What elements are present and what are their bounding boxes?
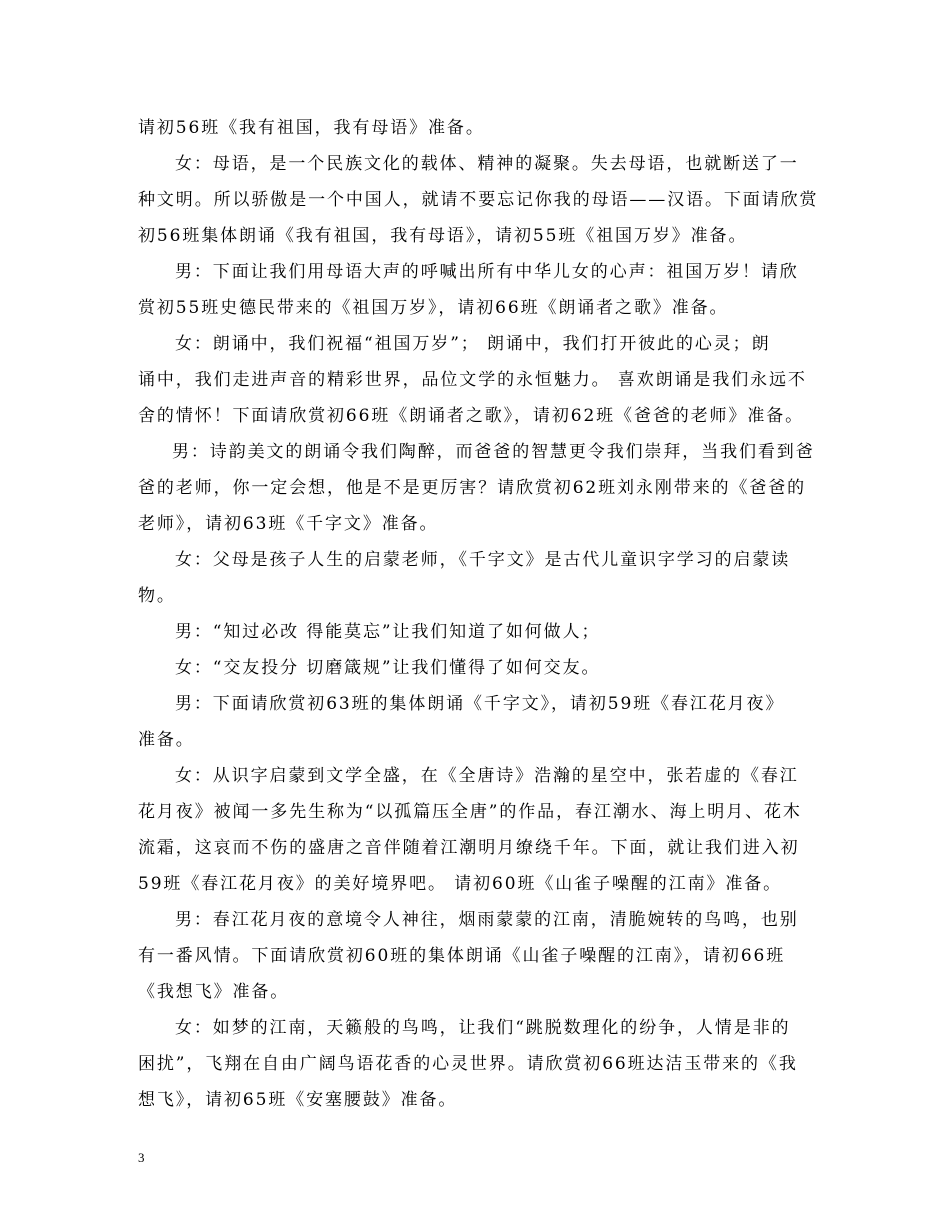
text-line: 请初56班《我有祖国，我有母语》准备。 [138, 118, 485, 138]
text-line: 女：父母是孩子人生的启蒙老师，《千字文》是古代儿童识字学习的启蒙读 [175, 550, 791, 570]
text-line: 女：“交友投分 切磨箴规”让我们懂得了如何交友。 [175, 658, 601, 678]
text-line: 男：春江花月夜的意境令人神往，烟雨蒙蒙的江南，清脆婉转的鸟鸣，也别 [175, 910, 799, 930]
text-line: 老师》，请初63班《千字文》准备。 [138, 514, 439, 534]
text-line: 初56班集体朗诵《我有祖国，我有母语》，请初55班《祖国万岁》准备。 [138, 226, 748, 246]
text-line: 男：诗韵美文的朗诵令我们陶醉，而爸爸的智慧更令我们崇拜，当我们看到爸 [172, 442, 815, 462]
text-line: 诵中，我们走进声音的精彩世界，品位文学的永恒魅力。 喜欢朗诵是我们永远不 [138, 370, 807, 390]
text-line: 舍的情怀！下面请欣赏初66班《朗诵者之歌》，请初62班《爸爸的老师》准备。 [138, 406, 805, 426]
text-line: 种文明。所以骄傲是一个中国人，就请不要忘记你我的母语——汉语。下面请欣赏 [138, 190, 819, 210]
text-line: 女：如梦的江南，天籁般的鸟鸣，让我们“跳脱数理化的纷争，人情是非的 [175, 1018, 791, 1038]
text-line: 困扰”，飞翔在自由广阔鸟语花香的心灵世界。请欣赏初66班达洁玉带来的《我 [138, 1054, 798, 1074]
text-line: 物。 [138, 586, 176, 606]
text-line: 赏初55班史德民带来的《祖国万岁》，请初66班《朗诵者之歌》准备。 [138, 298, 729, 318]
text-line: 花月夜》被闻一多先生称为“以孤篇压全唐”的作品，春江潮水、海上明月、花木 [138, 802, 802, 822]
text-line: 想飞》，请初65班《安塞腰鼓》准备。 [138, 1090, 458, 1110]
text-line: 《我想飞》准备。 [138, 982, 290, 1002]
text-line: 流霜，这哀而不伤的盛唐之音伴随着江潮明月缭绕千年。下面，就让我们进入初 [138, 838, 800, 858]
text-line: 爸的老师，你一定会想，他是不是更厉害？请欣赏初62班刘永刚带来的《爸爸的 [138, 478, 807, 498]
text-line: 女：母语，是一个民族文化的载体、精神的凝聚。失去母语，也就断送了一 [175, 154, 799, 174]
text-line: 准备。 [138, 730, 195, 750]
text-line: 女：从识字启蒙到文学全盛，在《全唐诗》浩瀚的星空中，张若虚的《春江 [175, 766, 799, 786]
text-line: 男：下面请欣赏初63班的集体朗诵《千字文》，请初59班《春江花月夜》 [175, 694, 785, 714]
page-number: 3 [138, 1150, 145, 1165]
text-line: 女：朗诵中，我们祝福“祖国万岁”； 朗诵中，我们打开彼此的心灵；朗 [175, 334, 771, 354]
text-line: 59班《春江花月夜》的美好境界吧。 请初60班《山雀子噪醒的江南》准备。 [138, 874, 783, 894]
text-line: 男：下面让我们用母语大声的呼喊出所有中华儿女的心声：祖国万岁！请欣 [175, 262, 799, 282]
text-line: 男：“知过必改 得能莫忘”让我们知道了如何做人； [175, 622, 601, 642]
text-line: 有一番风情。下面请欣赏初60班的集体朗诵《山雀子噪醒的江南》，请初66班 [138, 946, 786, 966]
